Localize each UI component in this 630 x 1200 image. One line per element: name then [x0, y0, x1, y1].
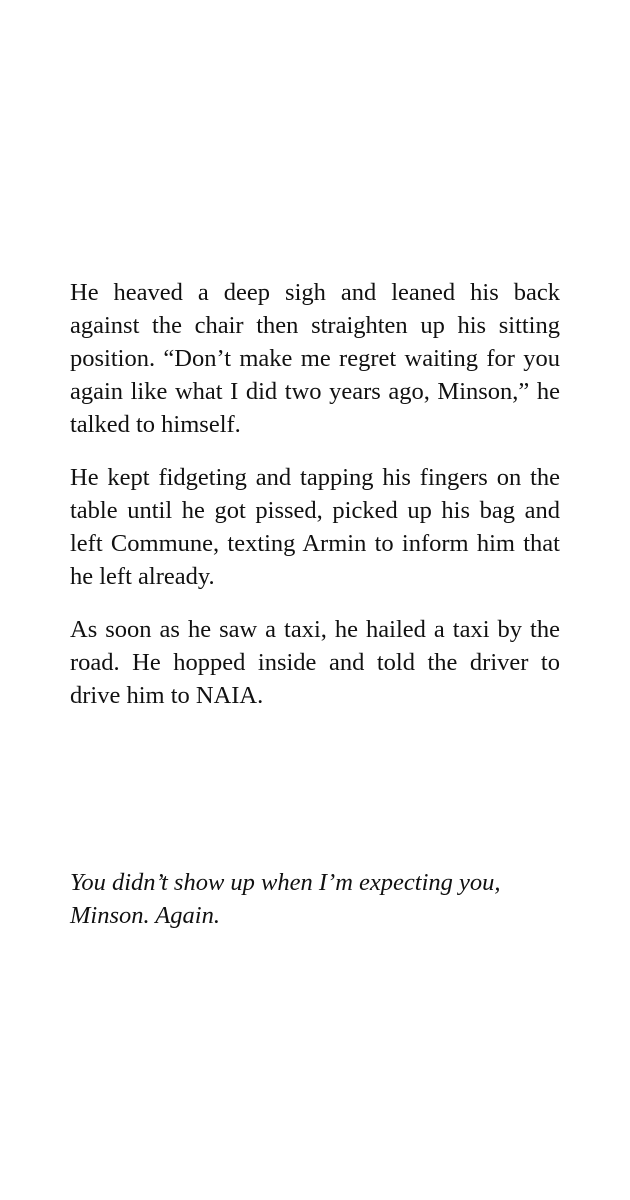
story-body [70, 276, 560, 732]
paragraph-3: As soon as he saw a taxi, he hailed a taxi by the road. He hopped inside and told the driver to drive him to NAIA. [70, 616, 560, 709]
italic-thought: You didn’t show up when I’m expecting you, Minson. Again. [70, 869, 501, 929]
paragraph-2: He kept fidgeting and tapping his fingers on the table until he got pissed, picked up his bag and left Commune, texting Armin to inform him that he left already. [70, 464, 560, 590]
paragraph-1: He heaved a deep sigh and leaned his back against the chair then straighten up his sitting position. “Don’t make me regret waiting for you again like what I did two years ago, Minson,” he talked to himself. [70, 279, 560, 438]
